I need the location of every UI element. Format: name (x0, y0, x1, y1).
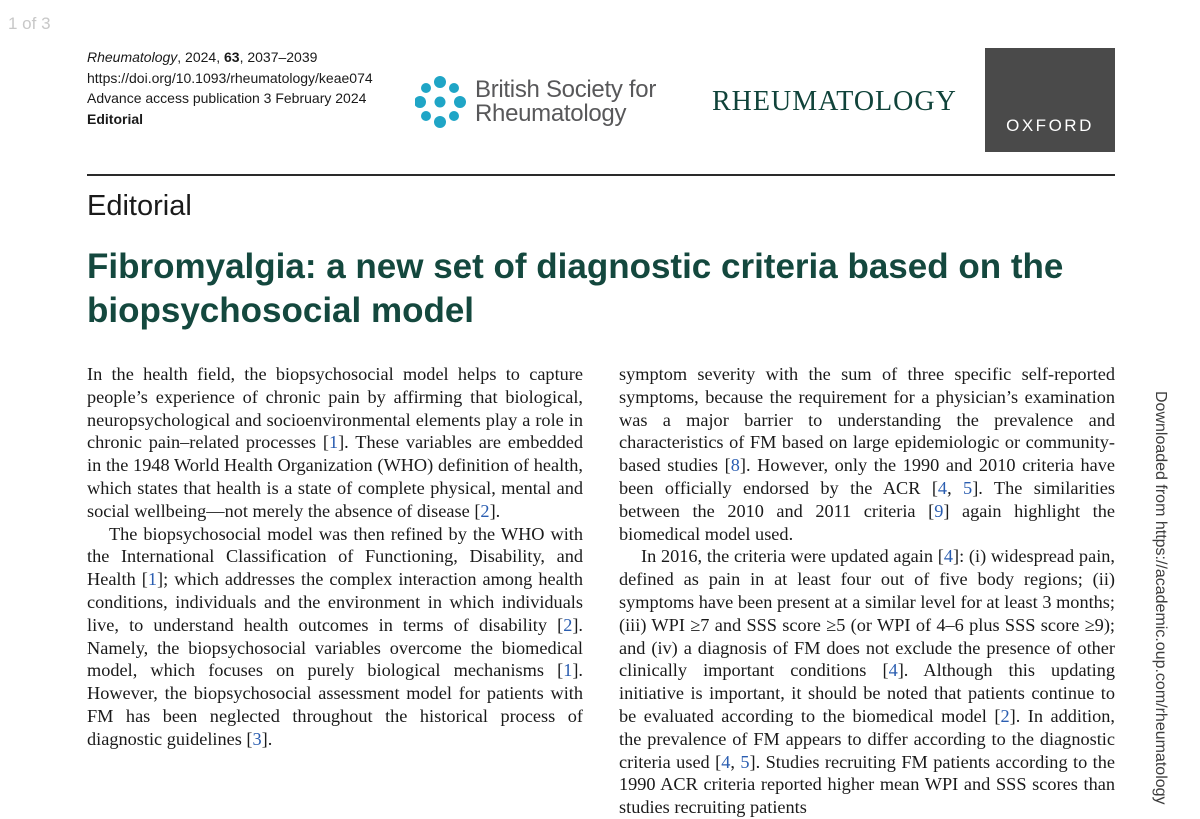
text-run: In the health field, the biopsychosocial model helps to capture people’s experience of chronic pain by affirming that biological, neuropsychological and socioenvironmental elements play a role in chronic pain–related processes [ (87, 364, 583, 453)
bsr-line-2: Rheumatology (475, 100, 627, 127)
citation-link[interactable]: 4 (721, 751, 731, 772)
text-run: ]. (261, 728, 273, 749)
section-label: Editorial (87, 190, 192, 222)
journal-volume: 63 (223, 49, 240, 65)
citation-link[interactable]: 4 (943, 546, 953, 567)
bsr-line-1: British Society for (475, 76, 657, 103)
oxford-wordmark: OXFORD (1006, 116, 1094, 135)
publication-date: Advance access publication 3 February 2024 (87, 90, 367, 106)
text-run: ]: (i) widespread pain, defined as pain in at least four out of five body regions; (ii) symptoms have been present at a similar level for at least 3 months; (iii) WPI ≥7 and SSS score ≥5 (or WPI of 4–6 plus SSS score ≥9); and (iv) a diagnosis of FM does not exclude the presence of other clinically important conditions [ (619, 546, 1115, 681)
citation-link[interactable]: 5 (740, 751, 750, 772)
text-run: ]. (489, 500, 501, 521)
paragraph (619, 363, 1115, 545)
paragraph (87, 523, 583, 751)
text-run: ]. Namely, the biopsychosocial variables overcome the biomedical model, which focuses on purely biological mechanisms [ (87, 614, 583, 681)
text-run: ]. Studies recruiting FM patients according to the 1990 ACR criteria reported higher mean WPI and SSS scores than studies recruiting patients (619, 751, 1115, 818)
doi-link[interactable]: https://doi.org/10.1093/rheumatology/keae074 (87, 69, 373, 86)
text-run: ]; which addresses the complex interaction among health conditions, individuals and the environment in which individuals live, to understand health outcomes in terms of disability [ (87, 569, 584, 635)
article-title: Fibromyalgia: a new set of diagnostic criteria based on the biopsychosocial model (87, 247, 1064, 330)
download-watermark (1151, 391, 1173, 809)
citation-link[interactable]: 5 (963, 477, 973, 498)
text-run: The biopsychosocial model was then refined by the WHO with the International Classification of Functioning, Disability, and Health [ (87, 523, 583, 590)
citation-link[interactable]: 8 (730, 455, 740, 476)
citation-link[interactable]: 1 (328, 432, 339, 453)
citation-link[interactable]: 1 (147, 569, 157, 590)
text-run: ]. Although this updating initiative is important, it should be noted that patients continue to be evaluated according to the biomedical model [ (619, 660, 1115, 726)
header-rule (87, 174, 1115, 176)
oxford-logo (985, 48, 1115, 152)
citation-line (87, 47, 373, 68)
citation-link[interactable]: 2 (563, 614, 573, 635)
journal-year: , 2024, (177, 49, 224, 65)
journal-name: Rheumatology (87, 49, 178, 65)
text-run: ]. However, only the 1990 and 2010 criteria have been officially endorsed by the ACR [ (619, 455, 1115, 498)
page-indicator: 1 of 3 (8, 14, 51, 33)
citation-link[interactable]: 4 (937, 477, 948, 498)
text-run: symptom severity with the sum of three specific self-reported symptoms, because the requirement for a physician’s examination was a major barrier to understanding the prevalence and characteristics of FM based on large epidemiologic or community-based studies [ (619, 364, 1115, 476)
citation-link[interactable]: 1 (563, 660, 573, 681)
text-run: In 2016, the criteria were updated again [ (641, 546, 944, 567)
article-type: Editorial (87, 110, 144, 127)
paragraph (619, 545, 1115, 819)
text-run: ]. These variables are embedded in the 1948 World Health Organization (WHO) definition of health, which states that health is a state of complete physical, mental and social wellbeing—not merely the absence of disease [ (87, 432, 584, 521)
bsr-wordmark (475, 78, 656, 126)
body-column-right (619, 363, 1115, 819)
rheumatology-wordmark: RHEUMATOLOGY (712, 86, 957, 117)
journal-pages: , 2037–2039 (239, 49, 318, 65)
article-meta (87, 47, 373, 129)
text-run: , (947, 477, 964, 498)
citation-link[interactable]: 2 (480, 500, 490, 521)
citation-link[interactable]: 3 (252, 728, 262, 749)
citation-link[interactable]: 4 (888, 660, 898, 681)
text-run: ]. However, the biopsychosocial assessment model for patients with FM has been neglected throughout the historical process of diagnostic guidelines [ (87, 660, 583, 749)
text-run: ] again highlight the biomedical model used. (619, 500, 1115, 544)
paragraph (87, 363, 583, 523)
citation-link[interactable]: 9 (934, 500, 944, 521)
download-watermark-text: Downloaded from https://academic.oup.com/rheumatology (1152, 391, 1169, 805)
text-run: , (730, 751, 741, 772)
citation-link[interactable]: 2 (1000, 705, 1010, 726)
text-run: ]. In addition, the prevalence of FM appears to differ according to the diagnostic criteria used [ (619, 705, 1115, 772)
text-run: ]. The similarities between the 2010 and 2011 criteria [ (619, 477, 1115, 521)
body-column-left (87, 363, 583, 751)
